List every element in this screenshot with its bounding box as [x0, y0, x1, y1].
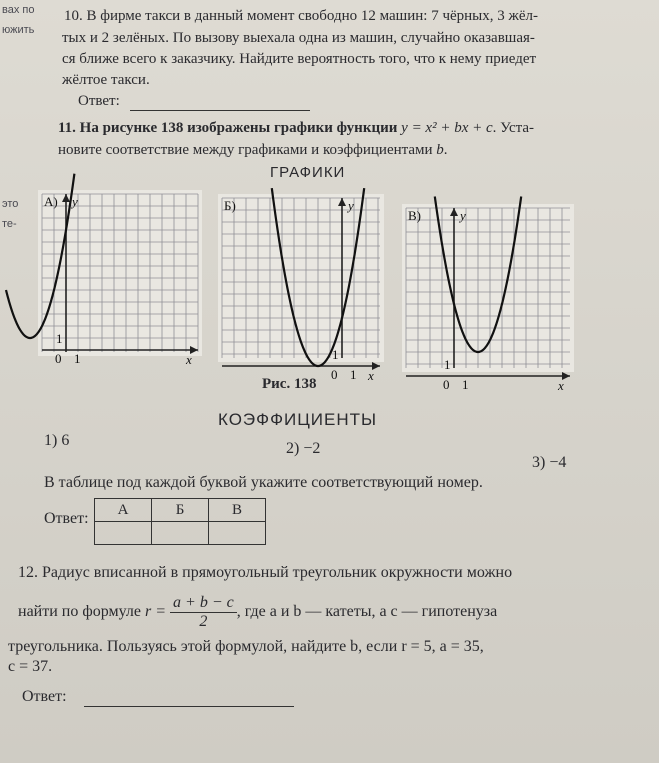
x-axis-label: x — [186, 352, 192, 367]
fraction-denominator: 2 — [199, 613, 208, 630]
x-axis-label: x — [558, 378, 564, 393]
y-axis-arrow — [62, 194, 70, 202]
margin-text: те- — [2, 218, 17, 230]
y-unit-label: 1 — [56, 331, 63, 346]
figure-caption: Рис. 138 — [262, 376, 317, 392]
coefficient-1: 1) 6 — [44, 432, 70, 449]
task11-line2 — [58, 142, 448, 159]
answer-table-header: В — [209, 499, 266, 522]
answer-cell-b[interactable] — [152, 522, 209, 545]
x-axis-label: x — [368, 368, 374, 383]
coefficient-3: 3) −4 — [532, 454, 567, 471]
task11-formula: y = x² + bx + c — [401, 120, 493, 136]
graph-label: Б) — [224, 198, 236, 213]
task12-fraction — [170, 594, 237, 631]
margin-text: вах по — [2, 4, 35, 16]
task10-line2: тых и 2 зелёных. По вызову выехала одна из машин, случайно оказавшая- — [62, 30, 535, 46]
coefficient-2: 2) −2 — [286, 440, 321, 457]
task12-line4: c = 37. — [8, 658, 53, 675]
task11-instruction: В таблице под каждой буквой укажите соответствующий номер. — [44, 474, 483, 491]
x-unit-label: 1 — [74, 351, 81, 366]
task11-answer-label: Ответ: — [44, 510, 89, 527]
margin-text: южить — [2, 24, 35, 36]
task10-answer-label: Ответ: — [78, 93, 120, 109]
answer-table-header: Б — [152, 499, 209, 522]
answer-cell-a[interactable] — [95, 522, 152, 545]
task11-line1-end: . Уста- — [492, 120, 535, 136]
x-unit-label: 1 — [462, 377, 469, 392]
graph-svg — [402, 204, 574, 393]
task11-line1 — [58, 120, 534, 137]
task10-line1: 10. В фирме такси в данный момент свободно 12 машин: 7 чёрных, 3 жёл- — [64, 8, 539, 24]
graph-label: А) — [44, 194, 58, 209]
fraction-numerator: a + b − c — [170, 594, 237, 613]
graph-b — [218, 194, 384, 383]
answer-table-header-row — [95, 499, 266, 522]
answer-table — [94, 498, 266, 545]
y-axis-label: y — [348, 198, 354, 213]
task12-line1: 12. Радиус вписанной в прямоугольный треугольник окружности можно — [18, 564, 513, 581]
graph-label: В) — [408, 208, 421, 223]
graph-svg — [38, 190, 202, 367]
answer-table-header: А — [95, 499, 152, 522]
task11-var-b: b — [436, 142, 444, 158]
origin-label: 0 — [55, 351, 62, 366]
task12-line3: треугольника. Пользуясь этой формулой, найдите b, если r = 5, a = 35, — [8, 638, 484, 655]
task12-line2-end: , где a и b — катеты, а c — гипотенуза — [236, 603, 498, 621]
task12-answer-line[interactable] — [84, 706, 294, 707]
origin-label: 0 — [443, 377, 450, 392]
task10-answer-line[interactable] — [130, 110, 310, 111]
answer-cell-v[interactable] — [209, 522, 266, 545]
coefficients-heading: КОЭФФИЦИЕНТЫ — [218, 410, 378, 429]
y-unit-label: 1 — [444, 357, 451, 372]
graph-a — [38, 190, 202, 367]
y-unit-label: 1 — [332, 347, 339, 362]
graph-v — [402, 204, 574, 393]
graph-svg — [218, 194, 384, 383]
x-unit-label: 1 — [350, 367, 357, 382]
margin-text: это — [2, 198, 19, 210]
y-axis-arrow — [450, 208, 458, 216]
task10-line4: жёлтое такси. — [62, 72, 150, 88]
task11-line2-text: новите соответствие между графиками и коэффициентами — [58, 142, 437, 158]
task12-r-eq: r = — [144, 603, 167, 621]
task12-answer-label: Ответ: — [22, 688, 67, 705]
task11-line2-end: . — [443, 142, 448, 158]
task12-line2 — [18, 594, 497, 631]
y-axis-label: y — [460, 208, 466, 223]
y-axis-label: y — [72, 194, 78, 209]
y-axis-arrow — [338, 198, 346, 206]
task10-line3: ся ближе всего к заказчику. Найдите вероятность того, что к нему приедет — [62, 51, 537, 67]
origin-label: 0 — [331, 367, 338, 382]
graphs-heading: ГРАФИКИ — [270, 164, 346, 181]
task12-line2-start: найти по формуле — [18, 603, 145, 621]
task11-line1-start: 11. На рисунке 138 изображены графики функции — [58, 120, 402, 136]
answer-table-input-row — [95, 522, 266, 545]
